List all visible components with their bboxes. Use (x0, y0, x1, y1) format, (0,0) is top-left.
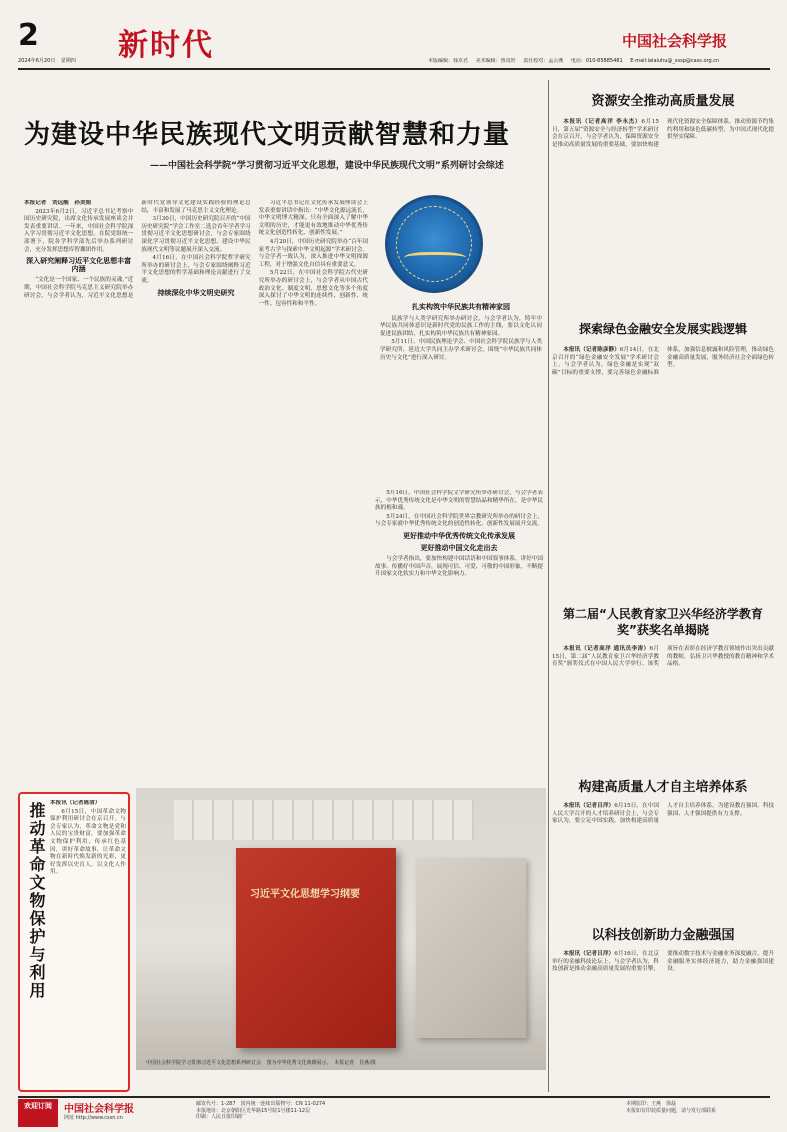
side-article-title: 资源安全推动高质量发展 (591, 94, 735, 109)
side-article-1 (552, 90, 774, 290)
side-article-4 (552, 776, 774, 906)
paragraph: 与会学者指出，要加快构建中国话语和中国叙事体系，讲好中国故事、传播好中国声音，展现可信、可爱、可敬的中国形象，不断提升国家文化软实力和中华文化影响力。 (375, 556, 543, 578)
series-logo (385, 195, 483, 293)
body-text: 6月15日，第二届“人民教育家卫兴华经济学教育奖”颁奖仪式在中国人民大学举行。该奖项旨在表彰在经济学教育领域作出突出贡献的教师，弘扬卫兴华教授的教育精神和学术品格。 (552, 646, 774, 668)
side-article-title: 探索绿色金融安全发展实践逻辑 (578, 322, 747, 336)
page-number: 2 (18, 18, 39, 53)
book-cover-2 (416, 858, 526, 1038)
side-article-body (552, 646, 774, 669)
side-article-title: 第二届“人民教育家卫兴华经济学教育奖”获奖名单揭晓 (563, 607, 763, 637)
main-article-body-2 (380, 300, 542, 480)
subhead: 深入研究阐释习近平文化思想丰富内涵 (26, 257, 132, 273)
subhead: 更好推动中国文化走出去 (420, 543, 498, 552)
masthead (18, 18, 770, 68)
paragraph: 5月24日，在中国社会科学院世界宗教研究所举办的研讨会上，与会专家就中华优秀传统文化的创造性转化、创新性发展展开交流。 (375, 513, 543, 528)
paragraph: 4月20日，中国历史研究院举办“百年国家考古学与探索中华文明起源”学术研讨会。与会学者一致认为，深入推进中华文明探源工程，对于增强文化自信具有重要意义。 (258, 238, 368, 268)
side-article-body (552, 951, 774, 974)
subscribe-badge: 欢迎订阅 (18, 1099, 58, 1127)
proofreader: 责任校对：孟云燕 (523, 58, 564, 64)
body-text: 6月15日，第五届“资源安全与经济转型”学术研讨会在京召开。与会学者认为，保障资源安全是推动高质量发展的重要基础，要加快构建现代化资源安全保障体系，推动资源节约集约利用和绿色低碳转型，为中国式现代化提供坚实保障。 (552, 119, 774, 148)
boxed-article-body (50, 800, 126, 1084)
side-article-body (552, 119, 774, 149)
footer-info-3: 印刷：人民日报印刷厂 (196, 1114, 247, 1120)
caption-line-1: 中国社会科学院学习贯彻习近平文化思想系列研讨会 (146, 1059, 262, 1066)
email: E-mail:lalaiuhu@_sssp@cass.org.cn (630, 58, 720, 64)
side-article-3 (552, 606, 774, 756)
main-headline: 为建设中华民族现代文明贡献智慧和力量 (24, 120, 511, 150)
subhead: 更好推动中华优秀传统文化传承发展 (403, 531, 515, 540)
main-subheadline: ——中国社会科学院“学习贯彻习近平文化思想，建设中华民族现代文明”系列研讨会综述 (150, 161, 504, 171)
byline (24, 200, 133, 208)
weekday: 星期四 (60, 58, 76, 64)
footer-printer: 本期监印：王燕 徐磊 (626, 1101, 677, 1107)
logo-ring (396, 206, 472, 282)
boxed-article-title: 推动革命文物保护与利用 (27, 802, 46, 1000)
caption-line-2: 图为中华优秀文化典籍展示。 本报记者 肖燕/摄 (266, 1059, 376, 1066)
byline: 本报讯（记者陈清） (50, 800, 101, 806)
section-title: 新时代 (118, 28, 214, 63)
issue-date (18, 58, 76, 65)
body-text: 6月15日，中国革命文物保护利用研讨会在京召开。与会专家认为，革命文物是党和人民的宝贵财富，要加强革命文物保护利用，传承红色基因，讲好革命故事，让革命文物在新时代焕发新的光彩，更好发挥以史育人、以文化人作用。 (50, 808, 126, 876)
footer-right (626, 1101, 770, 1114)
side-article-title: 以科技创新助力金融强国 (591, 928, 735, 943)
footer-info (196, 1101, 616, 1121)
subhead: 扎实构筑中华民族共有精神家园 (412, 303, 510, 311)
paragraph: 4月16日，在中国社会科学院哲学研究所举办的研讨会上，与会专家围绕阐释习近平文化思想的哲学基础和理论贡献进行了交流。 (141, 255, 251, 284)
phone: 电话：010-85885481 (570, 58, 623, 64)
editor-info (428, 58, 770, 65)
side-article-body (552, 803, 774, 826)
footer-paper-name: 中国社会科学报 (64, 1104, 134, 1115)
byline: 本报讯（记者陈彦静） (563, 347, 620, 353)
date: 2024年6月20日 (18, 58, 56, 64)
book-stack (174, 800, 474, 840)
body-text: 6月15日，在中国人民大学召开的人才培养研讨会上，与会专家认为，要立足中国实践，加快构建高质量人才自主培养体系，为建设教育强国、科技强国、人才强国提供有力支撑。 (552, 803, 774, 825)
footer-rule (18, 1096, 770, 1098)
book-title: 习近平文化思想学习纲要 (250, 889, 360, 900)
paragraph: “文化是一个国家、一个民族的灵魂。”近期，中国社会科学院马克思主义研究院举办研讨会，与会学者认为，习近平文化思想是新时代党领导文化建设实践经验的理论总结，丰富和发展了马克思主义文化理论。 (24, 200, 251, 299)
column-divider (548, 80, 549, 1092)
body-text: 6月14日，在北京召开的“绿色金融安全发展”学术研讨会上，与会学者认为，绿色金融是实现“双碳”目标的重要支撑，要完善绿色金融标准体系，加强信息披露和风险管理，推动绿色金融高质量发展，服务经济社会全面绿色转型。 (552, 347, 774, 376)
footer-info-1: 邮发代号：1-287 国内统一连续出版物号：CN 11-0274 (196, 1101, 326, 1107)
paragraph: 5月22日，在中国社会科学院古代史研究所举办的研讨会上，与会学者从中国古代政治文化、制度文明、思想文化等多个角度深入探讨了中华文明的连续性、创新性、统一性、包容性和和平性。 (258, 270, 368, 307)
paragraph: 2023年6月2日，习近平总书记考察中国历史研究院，出席文化传承发展座谈会并发表重要讲话。一年来，中国社会科学院深入学习贯彻习近平文化思想，在院党组统一部署下，院各学科学部先后举办系列研讨会，充分发挥思想库智囊团作用。 (24, 208, 134, 253)
paper-logo: 中国社会科学报 (622, 32, 728, 50)
paragraph: 5月16日，中国社会科学院文学研究所举办研讨会，与会学者表示，中华优秀传统文化是中华文明的智慧结晶和精华所在，是中华民族的根和魂。 (375, 490, 543, 512)
body-text: 6月16日，在北京举行的金融科技论坛上，与会学者认为，科技创新是推动金融高质量发展的重要引擎，要推动数字技术与金融业务深度融合，提升金融服务实体经济能力，助力金融强国建设。 (552, 951, 774, 973)
byline: 本报讯（记者高洋 通讯员李涛） (563, 646, 650, 652)
subhead: 持续深化中华文明史研究 (157, 288, 235, 297)
side-article-body (552, 347, 774, 377)
footer-info-2: 本报地址：北京朝阳区光华路15号院1号楼11-12层 (196, 1107, 311, 1114)
duty-editor: 本版编辑：钱卓君 (428, 58, 469, 64)
byline: 本报讯（记者高洋 李永杰） (563, 119, 642, 125)
side-article-5 (552, 924, 774, 1092)
paragraph: 民族学与人类学研究所举办研讨会，与会学者认为，铸牢中华民族共同体意识是新时代党的民族工作的主线，要以文化认同促进民族团结，扎实构筑中华民族共有精神家园。 (380, 315, 542, 337)
footer-site[interactable]: 网址 http://www.cssn.cn (64, 1115, 123, 1121)
main-article-body-5 (375, 490, 543, 780)
masthead-rule (18, 68, 770, 70)
photo-caption (146, 1060, 536, 1067)
paragraph: 5月11日，中国民族理论学会、中国社会科学院民族学与人类学研究所、延边大学共同主办学术研讨会，围绕“中华民族共同体历史与文化”进行深入研讨。 (380, 339, 542, 361)
footer (18, 1099, 770, 1127)
byline-text: 本报记者 刘远舰 孙美娟 (24, 200, 92, 206)
paragraph: 3月30日，中国历史研究院召开的“中国历史研究院”学会工作室二选会首年学者学习贯彻习近平文化思想研讨会，与会专家围绕深化学习贯彻习近平文化思想、建设中华民族现代文明等议题展开深入交流。 (141, 216, 251, 253)
paragraph: 习近平总书记在文化传承发展座谈会上发表重要讲话中指出：“中华文化源远流长，中华文明博大精深。只有全面深入了解中华文明的历史，才能更有效地推动中华优秀传统文化创造性转化、创新性发展。” (258, 200, 368, 237)
art-editor: 美术编辑：鲁真轩 (475, 58, 516, 64)
footer-note: 本报如有印装质量问题，请与发行部联系 (626, 1107, 717, 1114)
side-article-title: 构建高质量人才自主培养体系 (578, 780, 748, 795)
side-article-2 (552, 320, 774, 580)
book-cover (236, 848, 396, 1048)
byline: 本报讯（记者吕洋） (563, 951, 615, 957)
feature-photo (136, 788, 546, 1070)
boxed-article (18, 792, 130, 1092)
byline: 本报讯（记者吕洋） (563, 803, 615, 809)
